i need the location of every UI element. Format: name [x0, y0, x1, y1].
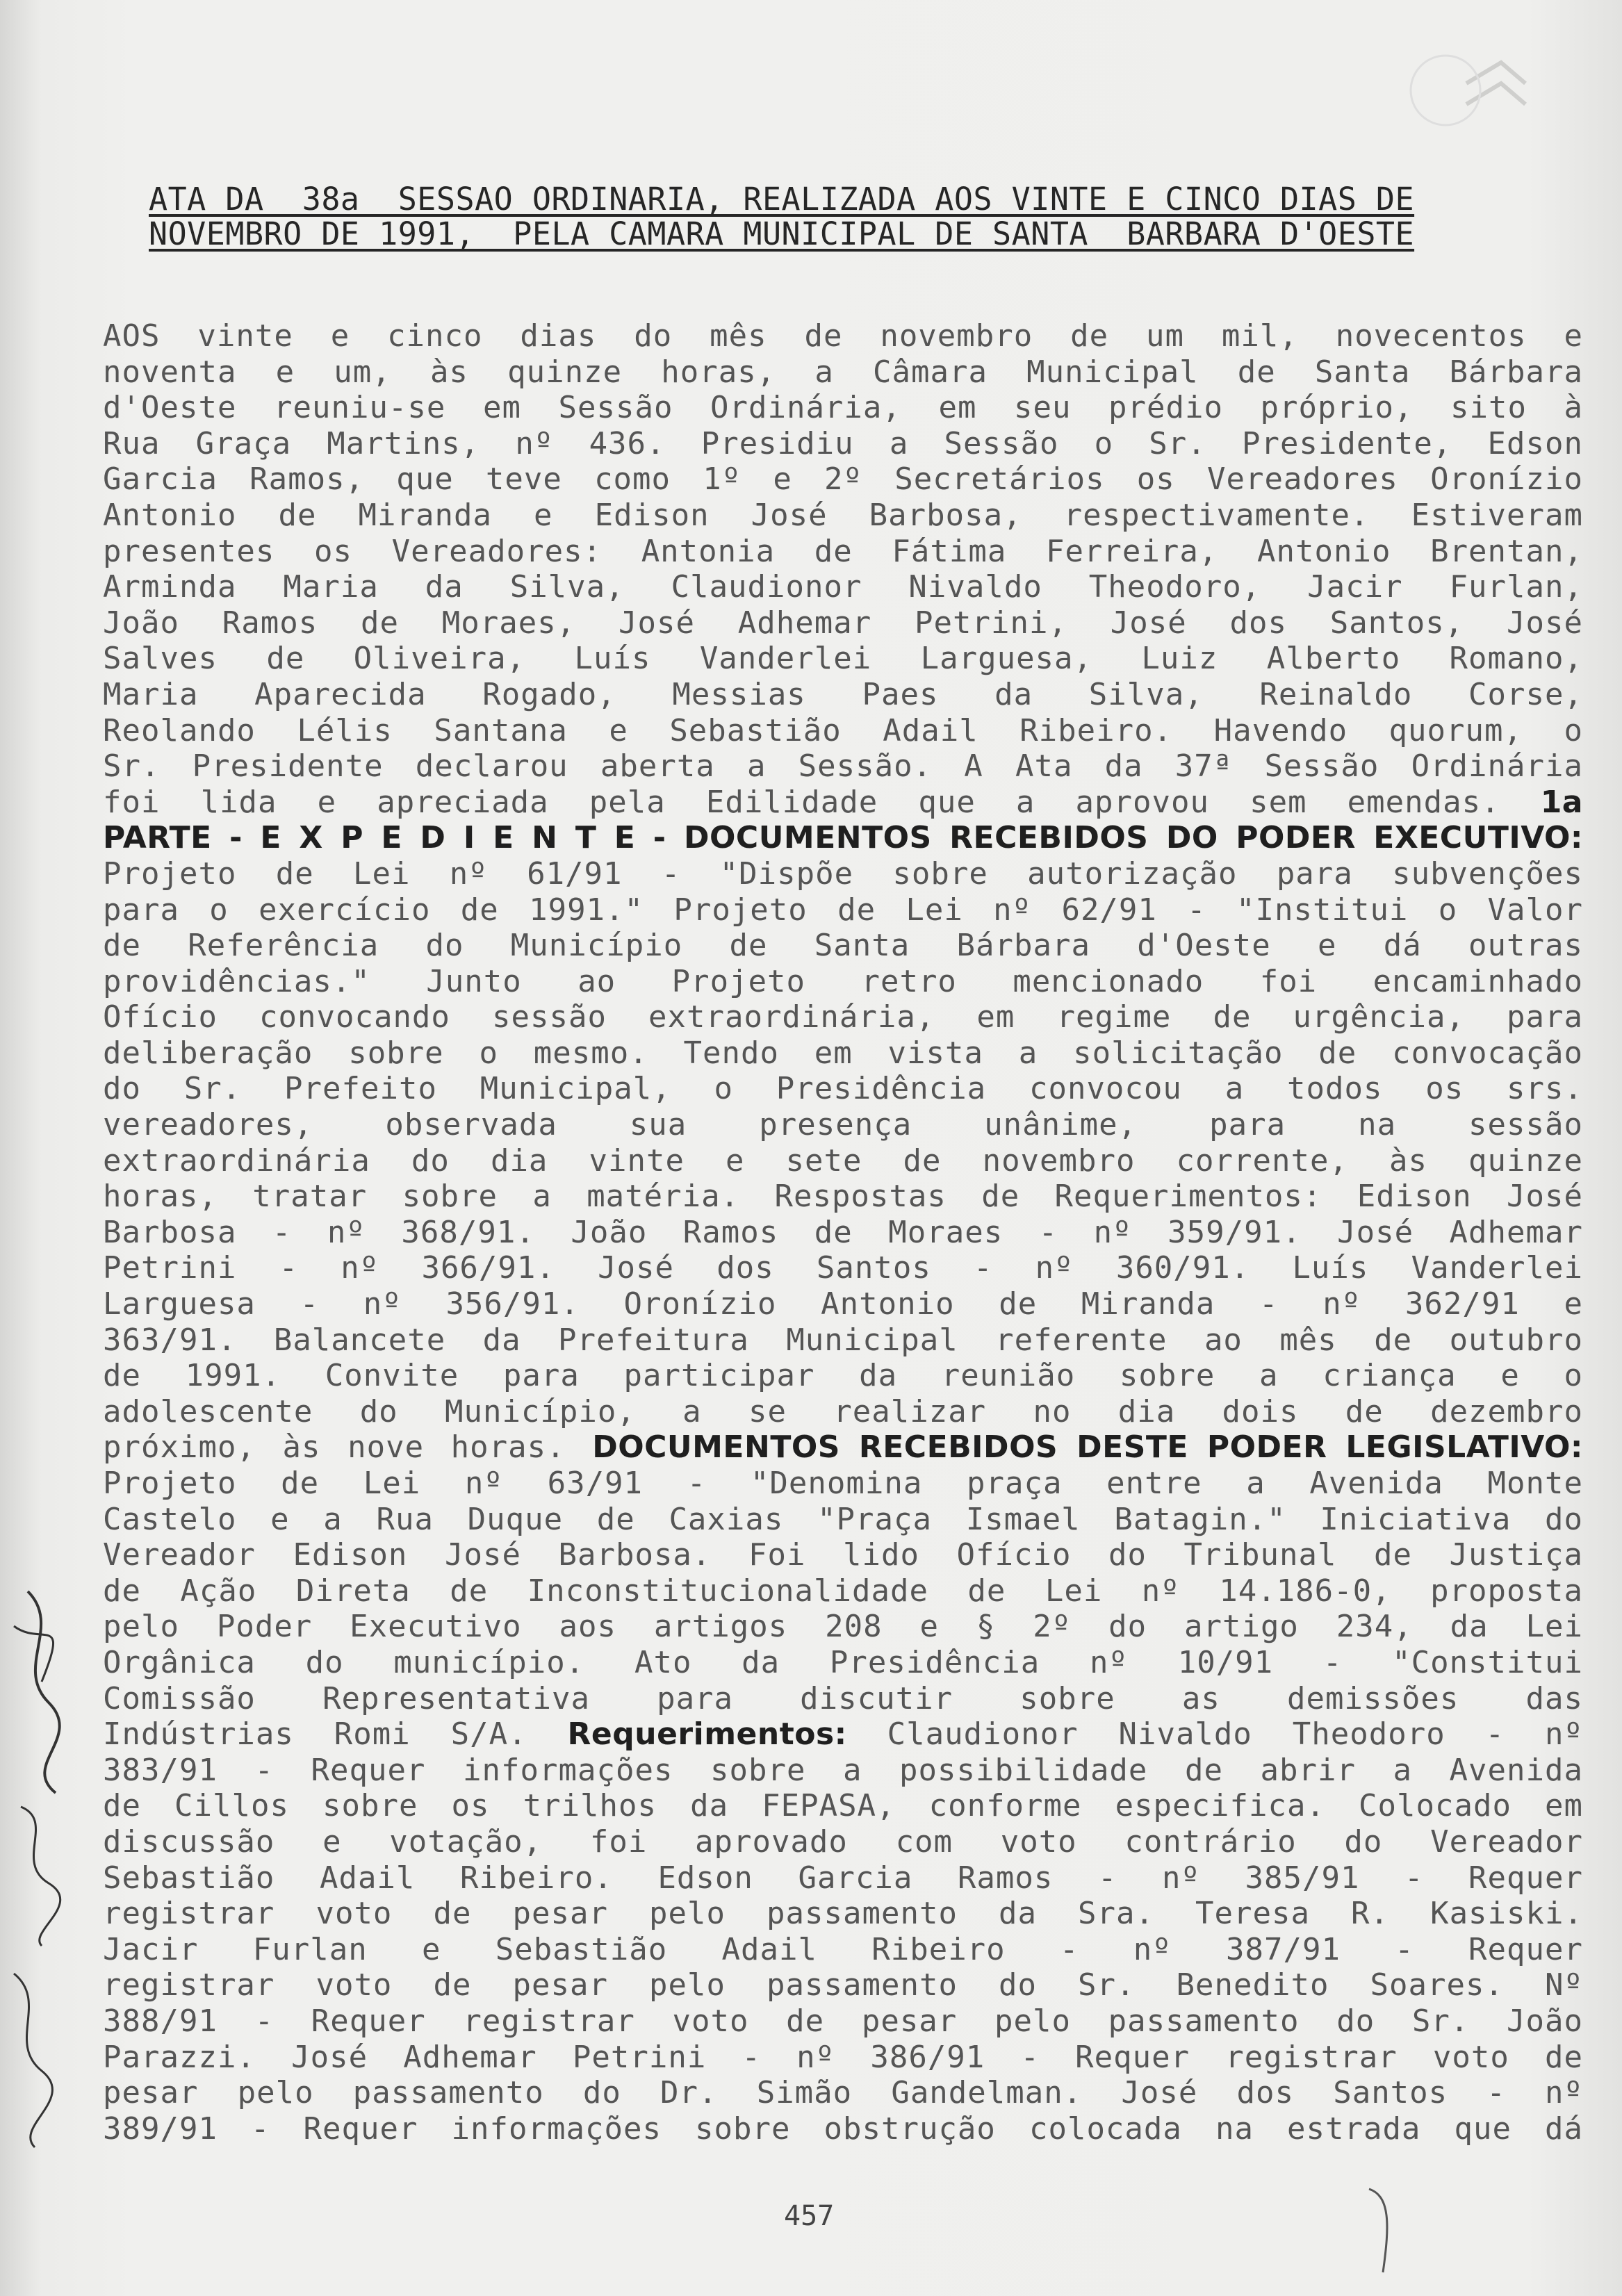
- body-text-run: Petrini - nº 366/91. José dos Santos - nº 360/91. Luís Vanderlei: [103, 1250, 1583, 1286]
- bold-heading: PARTE - E X P E D I E N T E - DOCUMENTOS RECEBIDOS DO PODER EXECUTIVO:: [103, 820, 1583, 856]
- body-text-run: Vereador Edison José Barbosa. Foi lido Ofício do Tribunal de Justiça: [103, 1537, 1583, 1573]
- body-line: [103, 1502, 1583, 1538]
- body-text-run: Garcia Ramos, que teve como 1º e 2º Secretários os Vereadores Oronízio: [103, 461, 1583, 498]
- body-text-run: Larguesa - nº 356/91. Oronízio Antonio de Miranda - nº 362/91 e: [103, 1286, 1583, 1322]
- body-line: [103, 1753, 1583, 1789]
- body-line: [103, 1322, 1583, 1359]
- body-text-run: 363/91. Balancete da Prefeitura Municipal referente ao mês de outubro: [103, 1322, 1583, 1358]
- body-text-run: Sebastião Adail Ribeiro. Edson Garcia Ramos - nº 385/91 - Requer: [103, 1860, 1583, 1896]
- body-line: [103, 1896, 1583, 1932]
- camara-stamp-icon: [1362, 42, 1529, 174]
- body-line: [103, 1107, 1583, 1143]
- body-line: [103, 1143, 1583, 1179]
- body-text-run: Comissão Representativa para discutir sobre as demissões das: [103, 1680, 1583, 1716]
- body-text-run: Rua Graça Martins, nº 436. Presidiu a Sessão o Sr. Presidente, Edson: [103, 425, 1583, 461]
- body-text-run: Projeto de Lei nº 61/91 - "Dispõe sobre autorização para subvenções: [103, 855, 1583, 892]
- body-text-run: pelo Poder Executivo aos artigos 208 e § 2º do artigo 234, da Lei: [103, 1609, 1583, 1645]
- body-text-run: Parazzi. José Adhemar Petrini - nº 386/91 - Requer registrar voto de: [103, 2039, 1583, 2075]
- body-text-run: discussão e votação, foi aprovado com voto contrário do Vereador: [103, 1823, 1583, 1860]
- body-text-run: noventa e um, às quinze horas, a Câmara Municipal de Santa Bárbara: [103, 354, 1583, 390]
- body-text-run: 389/91 - Requer informações sobre obstrução colocada na estrada que dá: [103, 2110, 1583, 2147]
- body-line: [103, 1609, 1583, 1645]
- body-text-run: de Referência do Município de Santa Bárbara d'Oeste e dá outras: [103, 928, 1583, 964]
- body-text-run: Barbosa - nº 368/91. João Ramos de Moraes - nº 359/91. José Adhemar: [103, 1214, 1583, 1250]
- body-line: [103, 964, 1583, 1000]
- body-line: [103, 2075, 1583, 2111]
- body-line: [103, 1824, 1583, 1860]
- body-line: [103, 426, 1583, 462]
- body-line: [103, 713, 1583, 749]
- body-line: [103, 534, 1583, 570]
- body-text-run: Salves de Oliveira, Luís Vanderlei Larguesa, Luiz Alberto Romano,: [103, 641, 1583, 677]
- body-text-run: providências." Junto ao Projeto retro mencionado foi encaminhado: [103, 963, 1583, 999]
- body-text-run: Jacir Furlan e Sebastião Adail Ribeiro - nº 387/91 - Requer: [103, 1931, 1583, 1967]
- body-line: [103, 318, 1583, 354]
- bold-heading: Requerimentos:: [567, 1716, 847, 1753]
- page-number: 457: [784, 2200, 835, 2232]
- body-line: [103, 677, 1583, 713]
- body-line: [103, 1860, 1583, 1896]
- body-text-run: 388/91 - Requer registrar voto de pesar pelo passamento do Sr. João: [103, 2003, 1583, 2039]
- body-text-run: Indústrias Romi S/A.: [103, 1716, 568, 1753]
- body-line: [103, 1250, 1583, 1286]
- body-text-run: Claudionor Nivaldo Theodoro - nº: [846, 1716, 1583, 1753]
- body-text-run: Reolando Lélis Santana e Sebastião Adail Ribeiro. Havendo quorum, o: [103, 712, 1583, 748]
- body-text-run: João Ramos de Moraes, José Adhemar Petrini, José dos Santos, José: [103, 605, 1583, 641]
- body-text-run: d'Oeste reuniu-se em Sessão Ordinária, em seu prédio próprio, sito à: [103, 390, 1583, 426]
- body-text-run: de 1991. Convite para participar da reunião sobre a criança e o: [103, 1358, 1583, 1394]
- body-line: [103, 2003, 1583, 2040]
- body-text-run: presentes os Vereadores: Antonia de Fátima Ferreira, Antonio Brentan,: [103, 533, 1583, 569]
- body-text-run: Projeto de Lei nº 63/91 - "Denomina praça entre a Avenida Monte: [103, 1466, 1583, 1501]
- body-text-run: Orgânica do município. Ato da Presidência nº 10/91 - "Constitui: [103, 1644, 1583, 1680]
- body-text-run: para o exercício de 1991." Projeto de Lei nº 62/91 - "Institui o Valor: [103, 892, 1583, 928]
- body-text-run: próximo, às nove horas.: [103, 1429, 593, 1466]
- body-line: [103, 1788, 1583, 1824]
- body-line: [103, 1429, 1583, 1466]
- body-line: [103, 1645, 1583, 1681]
- body-line: [103, 1716, 1583, 1753]
- bold-heading: DOCUMENTOS RECEBIDOS DESTE PODER LEGISLATIVO:: [592, 1429, 1583, 1466]
- body-line: [103, 2111, 1583, 2147]
- body-line: [103, 820, 1583, 856]
- body-line: [103, 999, 1583, 1035]
- document-title: [149, 182, 1532, 252]
- body-text-run: do Sr. Prefeito Municipal, o Presidência convocou a todos os srs.: [103, 1071, 1583, 1107]
- body-line: [103, 1215, 1583, 1251]
- body-line: [103, 748, 1583, 785]
- body-text-run: deliberação sobre o mesmo. Tendo em vista a solicitação de convocação: [103, 1035, 1583, 1071]
- body-text-run: Ofício convocando sessão extraordinária, em regime de urgência, para: [103, 999, 1583, 1035]
- body-text-run: extraordinária do dia vinte e sete de novembro corrente, às quinze: [103, 1142, 1583, 1179]
- body-line: [103, 498, 1583, 534]
- body-line: [103, 1466, 1583, 1502]
- body-text-run: Antonio de Miranda e Edison José Barbosa, respectivamente. Estiveram: [103, 497, 1583, 533]
- body-line: [103, 461, 1583, 498]
- body-line: [103, 390, 1583, 426]
- body-text-run: adolescente do Município, a se realizar no dia dois de dezembro: [103, 1393, 1583, 1429]
- body-text-run: de Ação Direta de Inconstitucionalidade de Lei nº 14.186-0, proposta: [103, 1573, 1583, 1609]
- body-line: [103, 1932, 1583, 1968]
- body-text-run: registrar voto de pesar pelo passamento da Sra. Teresa R. Kasiski.: [103, 1896, 1583, 1932]
- minutes-body: [103, 318, 1583, 2147]
- body-line: [103, 605, 1583, 641]
- body-line: [103, 928, 1583, 964]
- body-line: [103, 1537, 1583, 1573]
- body-text-run: registrar voto de pesar pelo passamento do Sr. Benedito Soares. Nº: [103, 1967, 1583, 2003]
- body-text-run: vereadores, observada sua presença unânime, para na sessão: [103, 1107, 1583, 1143]
- body-text-run: Castelo e a Rua Duque de Caxias "Praça Ismael Batagin." Iniciativa do: [103, 1501, 1583, 1537]
- body-text-run: horas, tratar sobre a matéria. Respostas de Requerimentos: Edison José: [103, 1179, 1583, 1215]
- body-line: [103, 892, 1583, 928]
- body-line: [103, 856, 1583, 892]
- body-line: [103, 1573, 1583, 1609]
- bold-heading: 1a: [1540, 784, 1583, 820]
- margin-signatures-icon: [0, 1584, 90, 2154]
- body-text-run: Sr. Presidente declarou aberta a Sessão. A Ata da 37ª Sessão Ordinária: [103, 748, 1583, 785]
- body-line: [103, 1179, 1583, 1215]
- body-line: [103, 1035, 1583, 1072]
- body-text-run: de Cillos sobre os trilhos da FEPASA, conforme especifica. Colocado em: [103, 1788, 1583, 1824]
- body-line: [103, 1967, 1583, 2003]
- title-line-1: ATA DA 38a SESSAO ORDINARIA, REALIZADA AOS VINTE E CINCO DIAS DE: [149, 181, 1415, 218]
- margin-mark-icon: [1362, 2182, 1404, 2279]
- body-text-run: Maria Aparecida Rogado, Messias Paes da Silva, Reinaldo Corse,: [103, 676, 1583, 712]
- body-line: [103, 785, 1583, 821]
- body-line: [103, 569, 1583, 605]
- body-text-run: pesar pelo passamento do Dr. Simão Gandelman. José dos Santos - nº: [103, 2075, 1583, 2111]
- body-text-run: 383/91 - Requer informações sobre a possibilidade de abrir a Avenida: [103, 1752, 1583, 1788]
- body-line: [103, 1358, 1583, 1394]
- body-text-run: AOS vinte e cinco dias do mês de novembro de um mil, novecentos e: [103, 318, 1583, 354]
- body-line: [103, 1394, 1583, 1430]
- body-line: [103, 1071, 1583, 1107]
- body-line: [103, 1681, 1583, 1717]
- body-line: [103, 2040, 1583, 2076]
- body-line: [103, 354, 1583, 391]
- title-line-2: NOVEMBRO DE 1991, PELA CAMARA MUNICIPAL DE SANTA BARBARA D'OESTE: [149, 215, 1415, 252]
- body-line: [103, 1286, 1583, 1322]
- body-text-run: foi lida e apreciada pela Edilidade que a aprovou sem emendas.: [103, 784, 1541, 820]
- body-line: [103, 641, 1583, 677]
- body-text-run: Arminda Maria da Silva, Claudionor Nivaldo Theodoro, Jacir Furlan,: [103, 569, 1583, 605]
